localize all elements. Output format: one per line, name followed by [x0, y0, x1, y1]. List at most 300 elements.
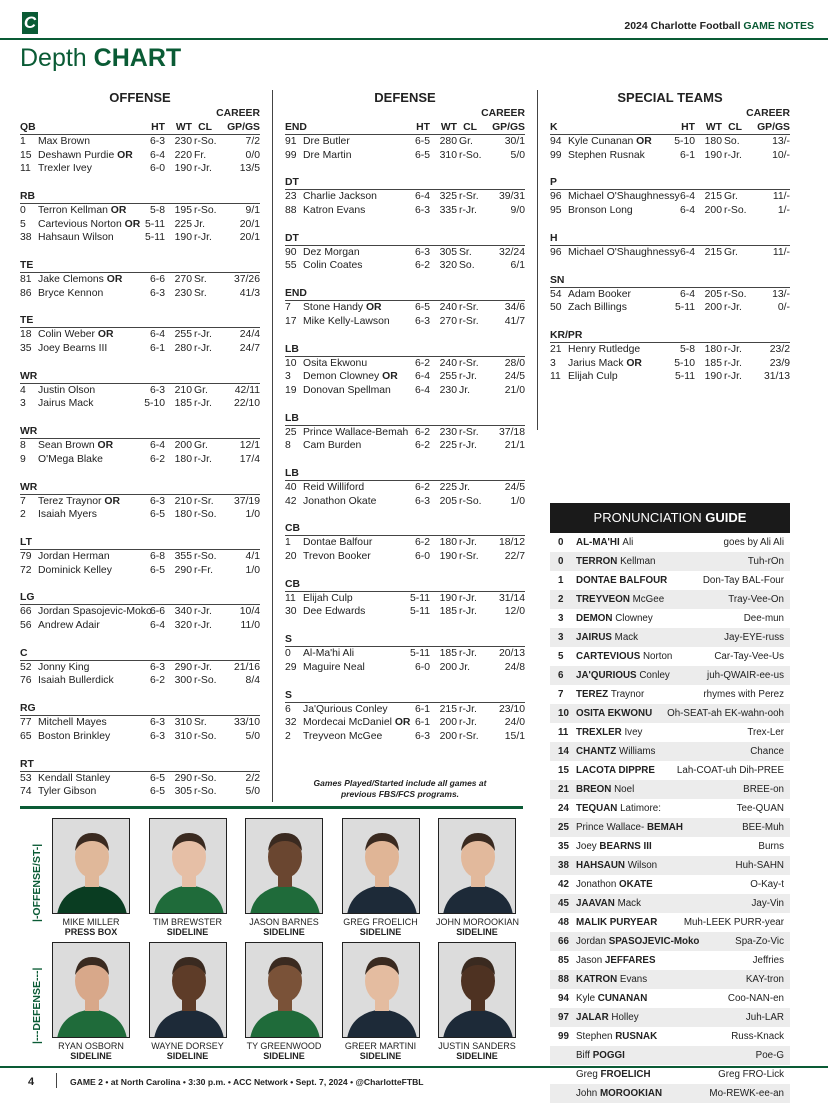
pron-name	[576, 590, 664, 609]
player-weight: 335	[439, 204, 457, 216]
position-group	[285, 120, 525, 162]
player-name: Jordan Herman	[38, 551, 110, 562]
player-class: r-Jr.	[724, 357, 742, 369]
pron-name-bold: TEQUAN	[576, 803, 621, 814]
coach-role: SIDELINE	[359, 927, 402, 937]
player-class: r-Jr.	[459, 717, 477, 729]
position-label: S	[285, 689, 292, 701]
staff-card	[147, 818, 229, 937]
defense-staff-label-text: |---DEFENSE---|	[31, 967, 43, 1044]
pron-title-bold: GUIDE	[705, 510, 747, 525]
pron-number: 35	[558, 841, 569, 852]
player-name: Elijah Culp	[303, 592, 353, 604]
title-light: Depth	[20, 44, 94, 72]
player-height: 6-4	[414, 384, 430, 396]
player-height: 5-11	[674, 302, 695, 314]
position-header	[285, 466, 525, 481]
player-name: Colin Weber OR	[38, 329, 114, 341]
player-height: 5-11	[144, 218, 165, 230]
player-number: 7	[20, 495, 26, 507]
player-weight: 190	[704, 149, 722, 161]
pronunciation-row	[550, 533, 790, 552]
or-marker: OR	[94, 329, 114, 341]
coach-name: GREG FROELICH	[343, 917, 418, 927]
player-name: Trexler Ivey	[38, 163, 92, 175]
coach-role: SIDELINE	[263, 1051, 305, 1061]
pron-number: 45	[558, 898, 569, 909]
position-group	[20, 480, 260, 522]
coach-photo-icon	[439, 943, 516, 1038]
pron-phonetic: Don-Tay BAL-Four	[702, 575, 784, 586]
player-class: r-Jr.	[194, 163, 212, 175]
staff-card	[436, 818, 518, 937]
pron-name-plain: Conley	[639, 670, 670, 681]
special-teams-heading: SPECIAL TEAMS	[617, 90, 723, 105]
pron-name-bold: JALAR	[576, 1012, 612, 1023]
player-gp-gs: 5/0	[245, 730, 260, 742]
player-number: 99	[550, 149, 562, 161]
player-row	[20, 439, 260, 453]
top-rule	[0, 38, 828, 40]
pron-phonetic: Huh-SAHN	[735, 860, 784, 871]
position-header	[550, 328, 790, 343]
pronunciation-row	[550, 989, 790, 1008]
player-weight: 325	[439, 191, 457, 203]
player-weight: 190	[704, 371, 722, 383]
coach-photo-icon	[439, 819, 516, 914]
offense-heading: OFFENSE	[109, 90, 171, 105]
position-group	[550, 273, 790, 315]
position-header	[20, 120, 260, 135]
player-weight: 180	[704, 344, 722, 355]
player-row	[20, 716, 260, 730]
player-gp-gs: 20/1	[239, 218, 260, 230]
pron-phonetic: Jay-EYE-russ	[724, 632, 784, 643]
player-height: 6-5	[149, 564, 165, 576]
column-label-ht: HT	[151, 122, 165, 133]
player-row	[550, 288, 790, 302]
position-group	[285, 286, 525, 328]
player-number: 25	[285, 426, 297, 438]
player-number: 88	[285, 204, 297, 216]
player-number: 11	[285, 592, 296, 604]
player-class: r-Jr.	[459, 703, 477, 715]
player-number: 32	[285, 717, 297, 729]
column-label-wt: WT	[705, 122, 722, 133]
coach-photo	[245, 818, 323, 914]
coach-role: SIDELINE	[456, 927, 498, 937]
player-name: Kyle Cunanan OR	[568, 136, 652, 147]
pron-name	[576, 1027, 657, 1046]
pron-name-bold: JAIRUS	[576, 632, 615, 643]
pron-phonetic: Coo-NAN-en	[727, 993, 784, 1004]
pron-phonetic: Oh-SEAT-ah EK-wahn-ooh	[667, 708, 784, 719]
player-row	[285, 190, 525, 204]
player-weight: 190	[439, 550, 457, 562]
player-weight: 290	[174, 564, 192, 576]
player-gp-gs: 20/1	[239, 232, 260, 244]
player-height: 6-4	[149, 149, 165, 161]
pronunciation-row	[550, 1084, 790, 1103]
charlotte-logo	[22, 12, 38, 34]
player-height: 6-3	[414, 246, 430, 258]
player-name: O'Mega Blake	[38, 453, 103, 465]
player-weight: 340	[174, 606, 192, 618]
player-number: 10	[285, 357, 297, 369]
player-height: 5-8	[679, 344, 695, 355]
career-label: CAREER	[481, 108, 525, 119]
player-name: Zach Billings	[568, 302, 627, 314]
pron-name-bold: CUNANAN	[597, 993, 648, 1004]
player-number: 11	[550, 371, 561, 383]
player-gp-gs: 42/11	[234, 384, 260, 396]
position-label: CB	[285, 523, 301, 535]
defense-staff-label	[28, 944, 48, 1048]
player-class: r-Sr.	[459, 426, 479, 438]
player-number: 94	[550, 136, 562, 147]
column-divider	[537, 90, 538, 430]
player-weight: 210	[174, 495, 192, 507]
pron-name-bold: OKATE	[619, 879, 653, 890]
player-gp-gs: 24/7	[239, 342, 260, 354]
player-row	[285, 716, 525, 730]
player-row	[20, 135, 260, 149]
player-number: 2	[285, 730, 291, 742]
player-number: 86	[20, 287, 32, 299]
position-header	[20, 258, 260, 273]
pron-name	[576, 1084, 662, 1103]
player-row	[550, 204, 790, 218]
player-weight: 185	[174, 398, 192, 410]
player-class: r-Jr.	[194, 329, 212, 341]
coach-name: MIKE MILLER	[62, 917, 120, 927]
pron-name-plain: Jordan	[576, 936, 609, 947]
player-row	[20, 149, 260, 163]
coach-photo-icon	[246, 819, 323, 914]
position-label: DT	[285, 232, 299, 244]
coach-photo-icon	[246, 943, 323, 1038]
pron-number: 97	[558, 1012, 569, 1023]
games-played-note: Games Played/Started include all games at previous FBS/FCS programs.	[313, 778, 487, 799]
player-row	[550, 370, 790, 384]
player-name: Mordecai McDaniel OR	[303, 717, 411, 729]
player-row	[20, 397, 260, 411]
coach-name: TIM BREWSTER	[153, 917, 222, 927]
player-gp-gs: 30/1	[504, 136, 525, 147]
pron-phonetic: juh-QWAIR-ee-us	[707, 670, 784, 681]
player-class: r-Jr.	[194, 453, 212, 465]
player-name: Hahsaun Wilson	[38, 232, 114, 244]
player-name: Max Brown	[38, 136, 90, 147]
player-weight: 230	[439, 426, 457, 438]
player-weight: 225	[439, 440, 457, 452]
player-class: r-So.	[724, 288, 747, 300]
player-gp-gs: 5/0	[510, 149, 525, 161]
pron-number: 99	[558, 1031, 569, 1042]
player-name: Sean Brown OR	[38, 440, 114, 452]
player-height: 6-3	[414, 315, 430, 327]
pron-number: 2	[558, 594, 564, 605]
position-header	[285, 411, 525, 426]
player-gp-gs: 37/18	[498, 426, 525, 438]
position-group	[285, 521, 525, 563]
position-label: S	[285, 634, 292, 646]
pron-name-plain: Stephen	[576, 1031, 616, 1042]
pron-name-plain: Kellman	[620, 556, 656, 567]
position-group	[285, 577, 525, 619]
player-weight: 215	[704, 246, 722, 258]
position-label: LT	[20, 537, 32, 548]
player-gp-gs: 1/0	[245, 564, 260, 576]
position-label: END	[285, 288, 307, 300]
pron-name	[576, 628, 638, 647]
player-gp-gs: 24/0	[504, 717, 525, 729]
player-name: Maguire Neal	[303, 661, 365, 673]
player-name: Adam Booker	[568, 288, 631, 300]
game-notes-title	[624, 20, 814, 32]
column-label-cl: CL	[463, 122, 477, 133]
position-header	[20, 189, 260, 204]
player-class: r-Jr.	[459, 648, 477, 660]
player-weight: 310	[174, 730, 192, 742]
player-height: 6-1	[414, 717, 430, 729]
staff-card	[50, 942, 132, 1061]
pron-name-bold: OSITA EKWONU	[576, 708, 653, 719]
player-name: Henry Rutledge	[568, 344, 641, 355]
column-label-cl: CL	[728, 122, 742, 133]
pron-name-plain: Jonathon	[576, 879, 620, 890]
position-label: WR	[20, 370, 38, 382]
player-number: 5	[20, 218, 26, 230]
player-row	[285, 661, 525, 675]
pron-name-plain: Prince Wallace-	[576, 822, 647, 833]
player-number: 95	[550, 204, 562, 216]
player-number: 81	[20, 274, 32, 285]
player-gp-gs: 33/10	[233, 717, 260, 729]
position-header	[285, 286, 525, 301]
player-row	[20, 564, 260, 578]
player-height: 5-11	[674, 371, 695, 383]
player-number: 90	[285, 246, 297, 258]
player-class: r-Jr.	[459, 606, 477, 618]
pronunciation-row	[550, 894, 790, 913]
player-number: 52	[20, 661, 32, 673]
player-row	[20, 730, 260, 744]
player-weight: 230	[174, 287, 192, 299]
player-weight: 190	[174, 232, 192, 244]
pron-name	[576, 723, 642, 742]
player-name: Justin Olson	[38, 384, 96, 396]
player-row	[285, 301, 525, 315]
position-header	[285, 231, 525, 246]
pron-phonetic: Tee-QUAN	[736, 803, 784, 814]
pron-phonetic: Juh-LAR	[745, 1012, 784, 1023]
player-number: 42	[285, 495, 297, 507]
player-row	[285, 246, 525, 260]
player-gp-gs: 24/8	[504, 661, 525, 673]
player-height: 5-8	[149, 205, 165, 216]
pron-name-plain: Traynor	[610, 689, 645, 700]
player-height: 6-3	[414, 204, 430, 216]
player-weight: 200	[439, 730, 457, 742]
player-gp-gs: 0/0	[245, 149, 260, 161]
pron-phonetic: Chance	[750, 746, 784, 757]
player-name: Joey Bearns III	[38, 342, 108, 354]
player-gp-gs: 37/26	[233, 274, 260, 285]
player-height: 6-4	[149, 619, 165, 631]
player-row	[285, 315, 525, 329]
player-number: 2	[20, 509, 26, 521]
position-label: K	[550, 122, 558, 133]
pron-title-light: PRONUNCIATION	[593, 510, 706, 525]
player-row	[550, 357, 790, 371]
player-number: 65	[20, 730, 32, 742]
position-label: LG	[20, 592, 35, 604]
pronunciation-row	[550, 590, 790, 609]
pron-number: 25	[558, 822, 569, 833]
coach-photo-icon	[53, 819, 130, 914]
coach-role: SIDELINE	[456, 1051, 498, 1061]
pron-name-bold: AL-MA'HI	[576, 537, 623, 548]
pron-number: 42	[558, 879, 569, 890]
player-class: r-Jr.	[724, 149, 742, 161]
pronunciation-row	[550, 571, 790, 590]
pron-name-plain: Williams	[619, 746, 656, 757]
pron-name-plain: Greg	[576, 1069, 601, 1080]
coach-photo-icon	[343, 943, 420, 1038]
player-weight: 200	[439, 661, 457, 673]
staff-card	[243, 818, 325, 937]
position-group	[285, 231, 525, 273]
player-weight: 305	[174, 786, 192, 798]
pron-name-plain: Joey	[576, 841, 600, 852]
coach-photo	[52, 942, 130, 1038]
player-name: Boston Brinkley	[38, 730, 111, 742]
player-number: 91	[285, 136, 297, 147]
pron-phonetic: Mo-REWK-ee-an	[709, 1088, 784, 1099]
player-row	[20, 661, 260, 675]
section-divider	[20, 806, 523, 809]
player-number: 55	[285, 260, 297, 272]
player-row	[285, 592, 525, 606]
player-row	[20, 218, 260, 232]
player-name: Dez Morgan	[303, 246, 360, 258]
position-group	[20, 590, 260, 632]
or-marker: OR	[94, 440, 114, 452]
player-weight: 310	[439, 149, 457, 161]
player-class: r-Jr.	[194, 661, 212, 673]
player-row	[20, 674, 260, 688]
player-name: Dee Edwards	[303, 606, 366, 618]
player-height: 6-3	[149, 495, 165, 507]
player-name: Dre Martin	[303, 149, 352, 161]
player-row	[20, 328, 260, 342]
pron-name-bold: HAHSAUN	[576, 860, 628, 871]
position-label: DT	[285, 177, 299, 189]
position-header	[285, 688, 525, 703]
player-height: 6-5	[414, 136, 430, 147]
player-class: r-Sr.	[194, 495, 214, 507]
player-height: 6-2	[414, 260, 430, 272]
player-class: r-So.	[194, 786, 217, 798]
pron-number: 3	[558, 632, 564, 643]
player-weight: 180	[704, 136, 722, 147]
position-group	[285, 175, 525, 217]
player-weight: 180	[174, 509, 192, 521]
pron-number: 7	[558, 689, 564, 700]
player-height: 6-5	[414, 302, 430, 314]
pron-name-plain: Biff	[576, 1050, 593, 1061]
position-header	[285, 120, 525, 135]
coach-name: WAYNE DORSEY	[151, 1041, 224, 1051]
player-height: 6-2	[414, 482, 430, 493]
player-row	[20, 162, 260, 176]
player-number: 1	[285, 537, 291, 549]
pron-name-plain: Clowney	[615, 613, 653, 624]
pron-name-bold: RUSNAK	[615, 1031, 658, 1042]
column-label-gpgs: GP/GS	[227, 122, 260, 133]
pron-name-plain: Mack	[617, 898, 641, 909]
pron-name-plain: Wilson	[627, 860, 658, 871]
position-group	[285, 632, 525, 674]
player-height: 6-2	[149, 453, 165, 465]
player-weight: 290	[174, 772, 192, 784]
staff-card	[340, 818, 422, 937]
player-class: Sr.	[194, 287, 207, 299]
position-header	[20, 369, 260, 384]
player-gp-gs: 34/6	[504, 302, 525, 314]
pron-name	[576, 1046, 625, 1065]
pron-number: 38	[558, 860, 569, 871]
pron-phonetic: Poe-G	[755, 1050, 784, 1061]
player-row	[285, 536, 525, 550]
or-marker: OR	[391, 717, 411, 729]
position-header	[20, 535, 260, 550]
player-row	[20, 605, 260, 619]
player-class: So.	[459, 260, 475, 272]
column-label-ht: HT	[416, 122, 430, 133]
pronunciation-row	[550, 799, 790, 818]
player-name: Katron Evans	[303, 204, 366, 216]
player-weight: 185	[439, 606, 457, 618]
pron-number: 94	[558, 993, 569, 1004]
player-gp-gs: 15/1	[504, 730, 525, 742]
pron-number: 0	[558, 556, 564, 567]
player-class: r-Sr.	[459, 191, 479, 203]
player-name: Jairus Mack	[38, 398, 94, 410]
pronunciation-row	[550, 742, 790, 761]
position-header	[20, 701, 260, 716]
player-class: r-Fr.	[194, 564, 214, 576]
pronunciation-row	[550, 609, 790, 628]
player-gp-gs: 1/0	[245, 509, 260, 521]
pron-name-plain: Kyle	[576, 993, 598, 1004]
player-class: r-So.	[459, 495, 482, 507]
pron-name	[576, 742, 655, 761]
player-class: Gr.	[459, 136, 473, 147]
coach-role: SIDELINE	[166, 927, 209, 937]
player-number: 3	[550, 357, 556, 369]
player-number: 35	[20, 342, 32, 354]
player-row	[285, 439, 525, 453]
player-name: Cartevious Norton OR	[38, 218, 141, 230]
player-number: 74	[20, 786, 32, 798]
player-height: 6-6	[149, 274, 165, 285]
pron-name	[576, 1008, 639, 1027]
position-label: KR/PR	[550, 330, 583, 341]
position-group	[20, 646, 260, 688]
player-name: Stephen Rusnak	[568, 149, 645, 161]
